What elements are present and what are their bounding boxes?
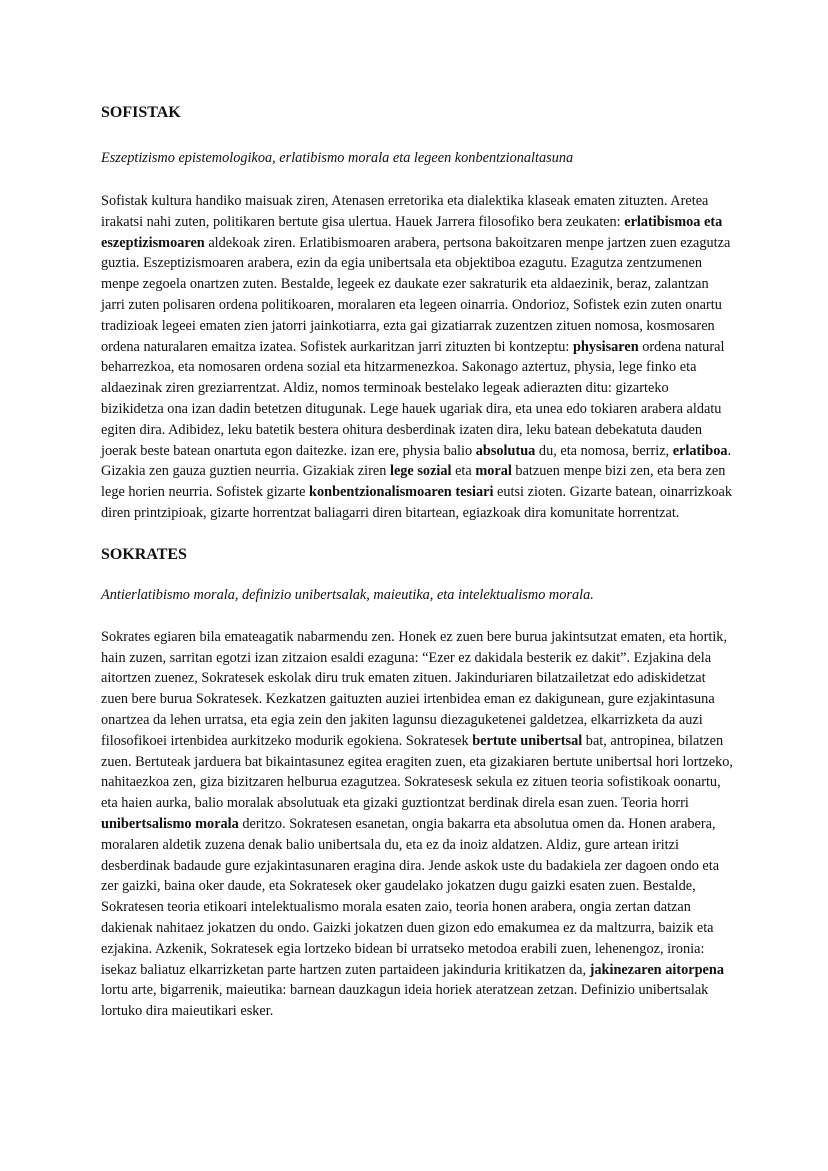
- section-paragraph-sofistak: [101, 191, 733, 524]
- text-run: du, eta nomosa, berriz,: [535, 442, 673, 459]
- section-heading-sofistak: SOFISTAK: [101, 104, 181, 121]
- bold-run: jakinezaren aitorpena: [589, 961, 724, 978]
- text-run: aldekoak ziren. Erlatibismoaren arabera, pertsona bakoitzaren menpe jartzen zuen ezagutza guztia. Eszeptizismoaren arabera, ezin da egia unibertsala eta objektiboa ezagutu. Ezagutza zentzumenen menpe zegoela onartzen zuten. Bestalde, legeek ez daukate ezer sakraturik eta aldaezinik, beraz, zalantzan jarri zuten polisaren ordena politikoaren, moralaren eta legeen oinarria. Ondorioz, Sofistek ezin zuten onartu tradizioak legeei ematen zien jatorri jainkotiarra, ezta gai gizatiarrak zuzentzen zituen nomosa, kosmosaren ordena naturalaren emaitza izatea. Sofistek aurkaritzan jarri zituzten bi kontzeptu:: [101, 234, 731, 355]
- bold-run: erlatiboa: [672, 442, 728, 459]
- bold-run: bertute unibertsal: [472, 732, 583, 749]
- section-subtitle-sofistak: Eszeptizismo epistemologikoa, erlatibismo morala eta legeen konbentzionaltasuna: [101, 150, 574, 166]
- section-paragraph-sokrates: [101, 627, 733, 1022]
- text-run: eta: [451, 463, 476, 480]
- bold-run: konbentzionalismoaren tesiari: [309, 484, 494, 501]
- bold-run: unibertsalismo morala: [101, 815, 239, 832]
- bold-run: lege sozial: [389, 463, 452, 480]
- section-heading-sokrates: SOKRATES: [101, 545, 187, 563]
- text-run: Sokrates egiaren bila emateagatik nabarmendu zen. Honek ez zuen bere burua jakintsutzat ematen, eta hortik, hain zuzen, sarritan egotzi izan zitzaion esaldi ezaguna: “Ezer ez dakidala besterik ez dakit”. Ezjakina dela aitortzen zuenez, Sokratesek eskolak diru truk ematen zituen. Jakinduriaren bilatzailetzat edo adiskidetzat zuen bere burua Sokratesek. Kezkatzen gaituzten auziei irtenbidea eman ez dakigunean, gure ezjakintasuna onartzea da lehen urratsa, eta egia zein den jakiten lagunsu diezaguketenei galdetzea, elkarrizketa da auzi filosofikoei irtenbidea aurkitzeko modurik egokiena. Sokratesek: [101, 628, 728, 749]
- text-run: batzuen menpe bizi zen, eta bera zen lege horien neurria. Sofistek gizarte: [101, 463, 726, 501]
- section-subtitle-sokrates: Antierlatibismo morala, definizio unibertsalak, maieutika, eta intelektualismo morala.: [101, 586, 594, 603]
- text-run: eutsi zioten. Gizarte batean, oinarrizkoak diren printzipioak, gizarte horrentzat baliagarri diren bitartean, egiazkoak dira komunitate horrentzat.: [101, 484, 733, 521]
- bold-run: erlatibismoa eta eszeptizismoaren: [101, 213, 723, 251]
- text-run: deritzo. Sokratesen esanetan, ongia bakarra eta absolutua omen da. Honen arabera, moralaren aldetik zuzena denak balio unibertsala du, eta ez da inoiz aldatzen. Aldiz, gure artean iritzi desberdinak badaude gure ezjakintasunaren eragina dira. Jende askok uste du badakiela zer dagoen ondo eta zer gaizki, baina oker daude, eta Sokratesek oker gaudelako jokatzen dugu gaizki esaten zuen. Bestalde, Sokratesen teoria etikoari intelektualismo morala esaten zaio, teoria honen arabera, ongia zertan datzan dakienak nahitaez jokatzen du ondo. Gaizki jokatzen duen gizon edo emakumea ez da maltzurra, baizik eta ezjakina. Azkenik, Sokratesek egia lortzeko bidean bi urratseko metodoa erabili zuen, lehenengoz, ironia: isekaz baliatuz elkarrizketan parte hartzen zuten partaideen jakinduria kritikatzen da,: [101, 815, 720, 978]
- bold-run: moral: [475, 463, 512, 480]
- bold-run: absolutua: [475, 442, 536, 459]
- bold-run: physisaren: [572, 338, 639, 355]
- text-run: lortu arte, bigarrenik, maieutika: barnean dauzkagun ideia horiek ateratzean zetzan. Definizio unibertsalak lortuko dira maieutikari esker.: [101, 982, 709, 1020]
- document-page: [101, 98, 733, 1022]
- text-run: bat, antropinea, bilatzen zuen. Bertuteak jarduera bat bikaintasunez egitea eragiten zuen, eta gizakiaren bertute unibertsal hori lortzeko, nahitaezkoa zen, giza bizitzaren helburua ezagutzea. Sokratesesk sekula ez zituen teoria sofistikoak oonartu, eta haien aurka, balio moralak absolutuak eta gizaki guztiontzat berdinak direla esan zuen. Teoria horri: [101, 732, 733, 812]
- text-run: . Gizakia zen gauza guztien neurria. Gizakiak ziren: [101, 442, 732, 480]
- text-run: Sofistak kultura handiko maisuak ziren, Atenasen erretorika eta dialektika klaseak ematen zituzten. Aretea irakatsi nahi zuten, politikaren bertute gisa ulertua. Hauek Jarrera filosofiko bera zeukaten:: [101, 193, 709, 230]
- text-run: ordena natural beharrezkoa, eta nomosaren ordena sozial eta hitzarmenezkoa. Sakonago aztertuz, physia, lege finko eta aldaezinak ziren greziarrentzat. Aldiz, nomos terminoak bestelako legeak adierazten ditu: gizarteko bizikidetza ona izan dadin betetzen ditugunak. Lege hauek ugariak dira, eta unea edo tokiaren arabera aldatu egiten dira. Adibidez, leku batetik bestera ohitura desberdinak izaten dira, leku batean debekatuta dauden joerak beste batean onartuta egon daitezke. izan ere, physia balio: [101, 338, 725, 459]
